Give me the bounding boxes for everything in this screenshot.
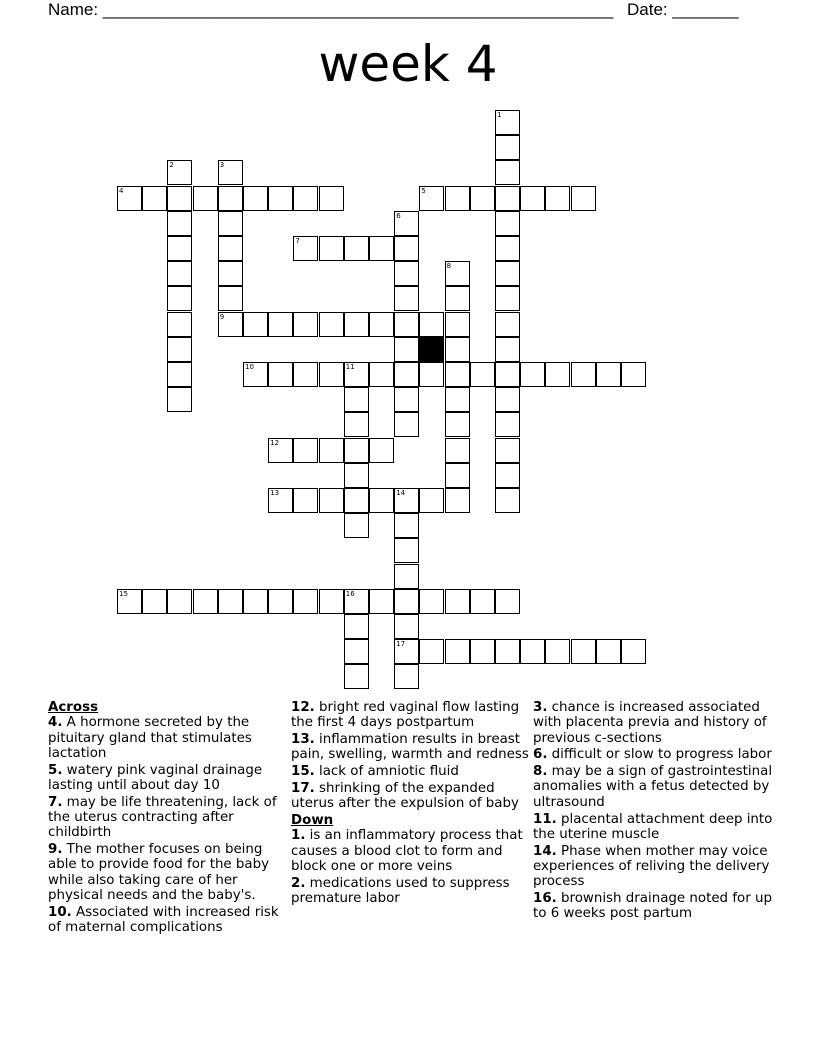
grid-cell[interactable] <box>319 362 344 387</box>
grid-cell[interactable] <box>596 639 621 664</box>
grid-cell[interactable] <box>445 186 470 211</box>
grid-cell[interactable] <box>394 387 419 412</box>
grid-cell[interactable] <box>495 438 520 463</box>
grid-cell[interactable] <box>394 261 419 286</box>
grid-cell[interactable] <box>344 614 369 639</box>
grid-cell[interactable] <box>419 312 444 337</box>
grid-cell[interactable] <box>268 488 293 513</box>
grid-cell[interactable] <box>495 362 520 387</box>
clue-item <box>291 828 531 874</box>
down-heading: Down <box>291 813 334 829</box>
clue-item <box>533 700 773 746</box>
grid-cell[interactable] <box>394 564 419 589</box>
grid-cell[interactable] <box>495 337 520 362</box>
clue-number: 6. <box>533 747 548 763</box>
grid-clue-number: 6 <box>396 211 401 220</box>
clues-column-3 <box>533 700 773 923</box>
grid-cell[interactable] <box>218 186 243 211</box>
date-field-label: Date: _______ <box>627 0 739 19</box>
grid-clue-number: 11 <box>345 363 355 371</box>
page-title: week 4 <box>318 35 498 93</box>
grid-cell[interactable] <box>142 589 167 614</box>
grid-cell[interactable] <box>218 211 243 236</box>
grid-cell[interactable] <box>344 664 369 689</box>
clue-item <box>291 700 531 731</box>
grid-clue-number: 14 <box>396 489 406 497</box>
grid-cell[interactable] <box>344 236 369 261</box>
clue-text: Phase when mother may voice experiences of reliving the delivery process <box>533 843 770 890</box>
grid-cell[interactable] <box>268 362 293 387</box>
grid-cell[interactable] <box>571 186 596 211</box>
clues-column-2 <box>291 700 531 908</box>
clue-text: watery pink vaginal drainage lasting until about day 10 <box>48 762 263 793</box>
grid-cell[interactable] <box>344 639 369 664</box>
grid-cell[interactable] <box>495 286 520 311</box>
grid-cell[interactable] <box>394 362 419 387</box>
grid-cell[interactable] <box>243 186 268 211</box>
clue-number: 10. <box>48 904 72 920</box>
grid-cell[interactable] <box>419 362 444 387</box>
grid-cell[interactable] <box>243 589 268 614</box>
grid-clue-number: 16 <box>345 589 355 598</box>
clue-number: 1. <box>291 828 306 844</box>
clue-text: medications used to suppress premature labor <box>291 875 510 907</box>
clue-text: may be a sign of gastrointestinal anomalies with a fetus detected by ultrasound <box>533 764 773 810</box>
grid-clue-number: 5 <box>421 186 426 195</box>
clue-text: chance is increased associated with placenta previa and history of previous c-sections <box>533 700 767 746</box>
grid-cell[interactable] <box>545 362 570 387</box>
grid-cell[interactable] <box>445 362 470 387</box>
grid-cell[interactable] <box>268 312 293 337</box>
grid-cell[interactable] <box>545 639 570 664</box>
grid-cell[interactable] <box>419 639 444 664</box>
grid-cell[interactable] <box>344 463 369 488</box>
grid-cell[interactable] <box>495 488 520 513</box>
grid-cell[interactable] <box>394 614 419 639</box>
grid-cell[interactable] <box>293 236 318 261</box>
grid-cell[interactable] <box>419 186 444 211</box>
grid-clue-number: 17 <box>396 640 406 649</box>
clue-number: 2. <box>291 875 306 891</box>
grid-cell[interactable] <box>344 387 369 412</box>
grid-cell[interactable] <box>470 639 495 664</box>
grid-cell[interactable] <box>394 312 419 337</box>
clue-number: 15. <box>291 764 315 780</box>
grid-cell[interactable] <box>167 160 192 185</box>
grid-cell[interactable] <box>445 463 470 488</box>
grid-cell[interactable] <box>319 589 344 614</box>
grid-cell[interactable] <box>495 589 520 614</box>
grid-cell[interactable] <box>394 538 419 563</box>
grid-cell[interactable] <box>167 387 192 412</box>
grid-cell[interactable] <box>419 589 444 614</box>
grid-cell[interactable] <box>445 488 470 513</box>
grid-cell[interactable] <box>243 362 268 387</box>
grid-cell[interactable] <box>344 513 369 538</box>
clue-text: Associated with increased risk of maternal complications <box>48 904 279 936</box>
grid-clue-number: 9 <box>219 312 225 321</box>
grid-cell[interactable] <box>445 312 470 337</box>
clue-text: lack of amniotic fluid <box>314 764 459 780</box>
grid-cell[interactable] <box>369 488 394 513</box>
grid-cell[interactable] <box>394 589 419 614</box>
grid-clue-number: 2 <box>169 161 174 170</box>
grid-cell[interactable] <box>218 261 243 286</box>
clue-text: The mother focuses on being able to provide food for the baby while also taking care of her physical needs and the baby's. <box>48 842 270 904</box>
grid-cell[interactable] <box>394 664 419 689</box>
grid-cell[interactable] <box>394 211 419 236</box>
grid-cell[interactable] <box>319 312 344 337</box>
clue-item <box>48 715 288 761</box>
grid-cell[interactable] <box>319 438 344 463</box>
grid-cell[interactable] <box>344 438 369 463</box>
grid-cell[interactable] <box>394 337 419 362</box>
grid-cell[interactable] <box>495 312 520 337</box>
grid-cell[interactable] <box>268 186 293 211</box>
clue-item <box>533 812 773 843</box>
across-clue-list <box>48 715 288 935</box>
grid-black-cell <box>419 337 444 362</box>
grid-cell[interactable] <box>218 160 243 185</box>
clue-item <box>533 764 773 810</box>
grid-cell[interactable] <box>470 362 495 387</box>
clue-number: 3. <box>533 700 548 715</box>
clue-number: 17. <box>291 780 315 796</box>
grid-clue-number: 13 <box>270 489 280 497</box>
grid-clue-number: 4 <box>119 186 124 195</box>
clue-number: 12. <box>291 700 315 715</box>
grid-cell[interactable] <box>293 589 318 614</box>
clue-text: bright red vaginal flow lasting the first 4 days postpartum <box>291 700 520 731</box>
grid-cell[interactable] <box>495 186 520 211</box>
grid-cell[interactable] <box>243 312 268 337</box>
grid-cell[interactable] <box>394 513 419 538</box>
grid-clue-number: 1 <box>497 111 502 119</box>
grid-cell[interactable] <box>394 488 419 513</box>
grid-cell[interactable] <box>293 312 318 337</box>
grid-cell[interactable] <box>445 639 470 664</box>
grid-cell[interactable] <box>167 236 192 261</box>
clue-text: shrinking of the expanded uterus after the expulsion of baby <box>291 780 519 812</box>
grid-cell[interactable] <box>167 211 192 236</box>
grid-cell[interactable] <box>445 337 470 362</box>
clue-number: 5. <box>48 762 63 778</box>
across-heading: Across <box>48 700 99 715</box>
grid-cell[interactable] <box>495 211 520 236</box>
grid-cell[interactable] <box>293 186 318 211</box>
name-field-label: Name: ______________________________________________________ <box>48 0 614 19</box>
grid-cell[interactable] <box>293 488 318 513</box>
grid-cell[interactable] <box>369 312 394 337</box>
grid-cell[interactable] <box>520 362 545 387</box>
clue-number: 16. <box>533 891 557 907</box>
clue-number: 11. <box>533 811 557 827</box>
grid-cell[interactable] <box>344 412 369 437</box>
grid-cell[interactable] <box>117 186 142 211</box>
grid-cell[interactable] <box>369 438 394 463</box>
grid-cell[interactable] <box>621 362 646 387</box>
grid-cell[interactable] <box>545 186 570 211</box>
grid-cell[interactable] <box>621 639 646 664</box>
grid-cell[interactable] <box>218 312 243 337</box>
grid-cell[interactable] <box>167 186 192 211</box>
grid-cell[interactable] <box>495 261 520 286</box>
grid-cell[interactable] <box>596 362 621 387</box>
clue-number: 9. <box>48 842 63 858</box>
grid-clue-number: 10 <box>245 363 254 371</box>
grid-cell[interactable] <box>394 412 419 437</box>
grid-cell[interactable] <box>167 312 192 337</box>
clue-item <box>533 747 773 762</box>
clue-item <box>533 891 773 922</box>
grid-cell[interactable] <box>293 362 318 387</box>
grid-cell[interactable] <box>520 186 545 211</box>
grid-cell[interactable] <box>394 236 419 261</box>
grid-cell[interactable] <box>445 412 470 437</box>
grid-cell[interactable] <box>319 488 344 513</box>
clue-number: 7. <box>48 794 63 810</box>
clue-item <box>48 905 288 936</box>
clue-item <box>291 764 531 779</box>
across-clue-list-continued <box>291 700 531 812</box>
grid-cell[interactable] <box>344 488 369 513</box>
grid-cell[interactable] <box>319 236 344 261</box>
clue-text: placental attachment deep into the uterine muscle <box>533 811 773 842</box>
grid-cell[interactable] <box>394 286 419 311</box>
clue-item <box>291 781 531 812</box>
grid-cell[interactable] <box>369 589 394 614</box>
clue-number: 13. <box>291 732 315 748</box>
grid-cell[interactable] <box>571 362 596 387</box>
grid-cell[interactable] <box>117 589 142 614</box>
grid-cell[interactable] <box>520 639 545 664</box>
grid-cell[interactable] <box>167 261 192 286</box>
down-clue-list-continued <box>533 700 773 922</box>
grid-cell[interactable] <box>419 488 444 513</box>
grid-cell[interactable] <box>571 639 596 664</box>
grid-cell[interactable] <box>445 387 470 412</box>
grid-cell[interactable] <box>218 589 243 614</box>
grid-cell[interactable] <box>495 135 520 160</box>
grid-cell[interactable] <box>445 286 470 311</box>
clue-text: A hormone secreted by the pituitary gland that stimulates lactation <box>48 715 252 761</box>
grid-cell[interactable] <box>142 186 167 211</box>
grid-cell[interactable] <box>495 236 520 261</box>
grid-cell[interactable] <box>394 639 419 664</box>
clue-text: difficult or slow to progress labor <box>547 747 772 763</box>
clue-item <box>48 842 288 903</box>
grid-cell[interactable] <box>344 312 369 337</box>
grid-cell[interactable] <box>218 236 243 261</box>
grid-cell[interactable] <box>268 589 293 614</box>
grid-cell[interactable] <box>445 589 470 614</box>
clue-item <box>291 876 531 907</box>
grid-cell[interactable] <box>218 286 243 311</box>
grid-cell[interactable] <box>495 387 520 412</box>
grid-clue-number: 12 <box>270 438 280 447</box>
grid-cell[interactable] <box>495 412 520 437</box>
grid-cell[interactable] <box>167 286 192 311</box>
clue-number: 14. <box>533 843 557 859</box>
grid-cell[interactable] <box>319 186 344 211</box>
clue-item <box>291 732 531 763</box>
grid-cell[interactable] <box>193 186 218 211</box>
grid-cell[interactable] <box>193 589 218 614</box>
grid-cell[interactable] <box>268 438 293 463</box>
grid-cell[interactable] <box>445 261 470 286</box>
clue-text: brownish drainage noted for up to 6 weeks post partum <box>533 891 772 922</box>
clue-item <box>48 795 288 841</box>
grid-cell[interactable] <box>167 362 192 387</box>
grid-cell[interactable] <box>293 438 318 463</box>
grid-cell[interactable] <box>344 362 369 387</box>
grid-cell[interactable] <box>167 337 192 362</box>
clue-text: is an inflammatory process that causes a blood clot to form and block one or more veins <box>291 828 523 874</box>
grid-cell[interactable] <box>495 463 520 488</box>
clue-text: inflammation results in breast pain, swelling, warmth and redness <box>291 732 529 763</box>
grid-cell[interactable] <box>344 589 369 614</box>
grid-clue-number: 8 <box>446 262 452 271</box>
grid-clue-number: 3 <box>219 161 225 170</box>
down-clue-list <box>291 828 531 906</box>
clue-item <box>48 763 288 794</box>
grid-cell[interactable] <box>495 110 520 135</box>
clues-column-1 <box>48 700 288 937</box>
clue-text: may be life threatening, lack of the uterus contracting after childbirth <box>48 794 277 841</box>
clue-item <box>533 844 773 890</box>
grid-cell[interactable] <box>495 639 520 664</box>
grid-cell[interactable] <box>495 160 520 185</box>
grid-cell[interactable] <box>369 362 394 387</box>
grid-cell[interactable] <box>470 186 495 211</box>
grid-clue-number: 7 <box>295 237 300 245</box>
grid-cell[interactable] <box>470 589 495 614</box>
grid-cell[interactable] <box>167 589 192 614</box>
grid-cell[interactable] <box>369 236 394 261</box>
grid-cell[interactable] <box>445 438 470 463</box>
clue-number: 4. <box>48 715 63 731</box>
clue-number: 8. <box>533 764 548 780</box>
grid-clue-number: 15 <box>119 589 128 598</box>
